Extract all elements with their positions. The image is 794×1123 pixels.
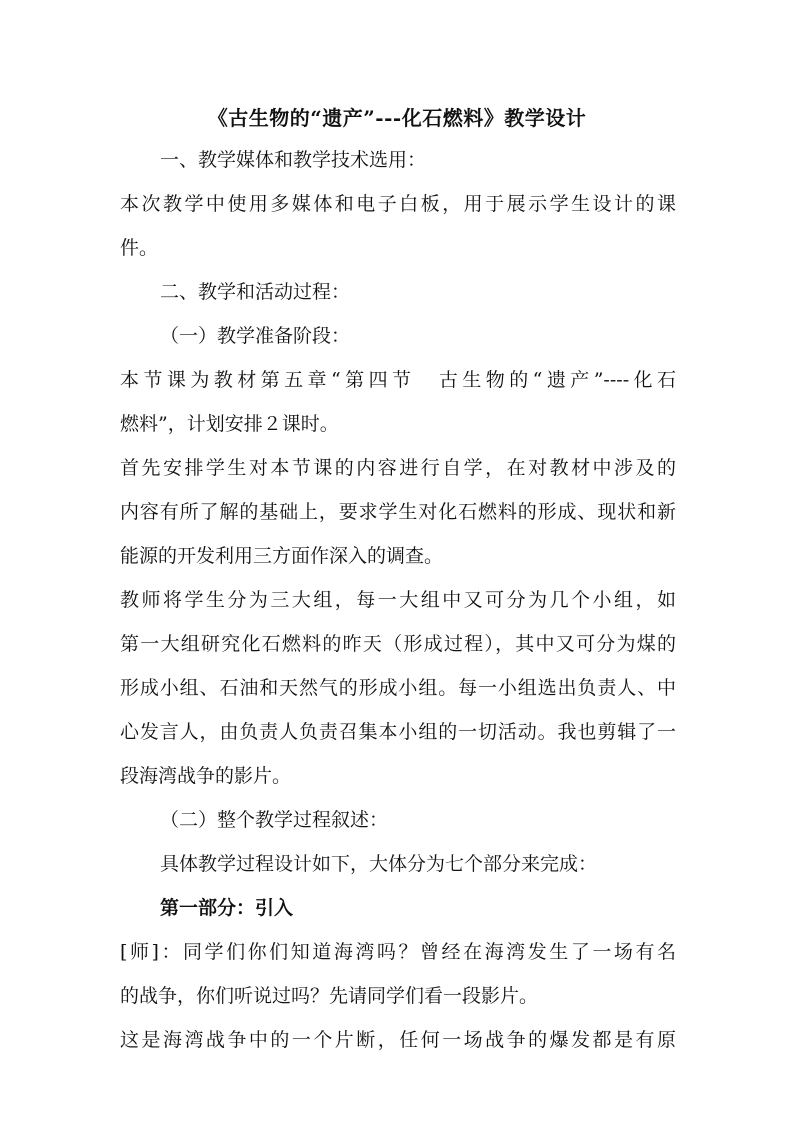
document-title: 《古生物的“遗产”---化石燃料》教学设计 bbox=[207, 106, 587, 130]
paragraph-line: 能源的开发利用三方面作深入的调查。 bbox=[120, 545, 444, 567]
section-heading-process: 二、教学和活动过程： bbox=[160, 281, 351, 303]
subsection-heading-overview: （二）整个教学过程叙述： bbox=[160, 809, 389, 831]
section-heading-media: 一、教学媒体和教学技术选用： bbox=[160, 149, 427, 171]
paragraph-line: 内容有所了解的基础上，要求学生对化石燃料的形成、现状和新 bbox=[120, 501, 676, 523]
paragraph-line: 首先安排学生对本节课的内容进行自学，在对教材中涉及的 bbox=[120, 457, 676, 479]
paragraph-line: 第一大组研究化石燃料的昨天（形成过程），其中又可分为煤的 bbox=[120, 633, 676, 655]
paragraph-line: 燃料”，计划安排２课时。 bbox=[120, 413, 339, 435]
paragraph-line: 具体教学过程设计如下，大体分为七个部分来完成： bbox=[160, 853, 598, 875]
paragraph-line: [师]：同学们你们知道海湾吗？曾经在海湾发生了一场有名 bbox=[120, 941, 676, 963]
paragraph-line: 本节课为教材第五章“第四节 古生物的“遗产”----化石 bbox=[120, 369, 676, 391]
paragraph-line: 段海湾战争的影片。 bbox=[120, 765, 292, 787]
paragraph-line: 心发言人，由负责人负责召集本小组的一切活动。我也剪辑了一 bbox=[120, 721, 676, 743]
paragraph-line: 形成小组、石油和天然气的形成小组。每一小组选出负责人、中 bbox=[120, 677, 676, 699]
paragraph-line: 的战争，你们听说过吗？先请同学们看一段影片。 bbox=[120, 985, 539, 1007]
paragraph-line: 本次教学中使用多媒体和电子白板，用于展示学生设计的课 bbox=[120, 193, 676, 215]
subsection-heading-prep: （一）教学准备阶段： bbox=[160, 325, 351, 347]
part-heading-intro: 第一部分：引入 bbox=[160, 897, 294, 919]
paragraph-line: 教师将学生分为三大组，每一大组中又可分为几个小组，如 bbox=[120, 589, 676, 611]
paragraph-line: 这是海湾战争中的一个片断，任何一场战争的爆发都是有原 bbox=[120, 1029, 676, 1051]
paragraph-line: 件。 bbox=[120, 237, 159, 259]
